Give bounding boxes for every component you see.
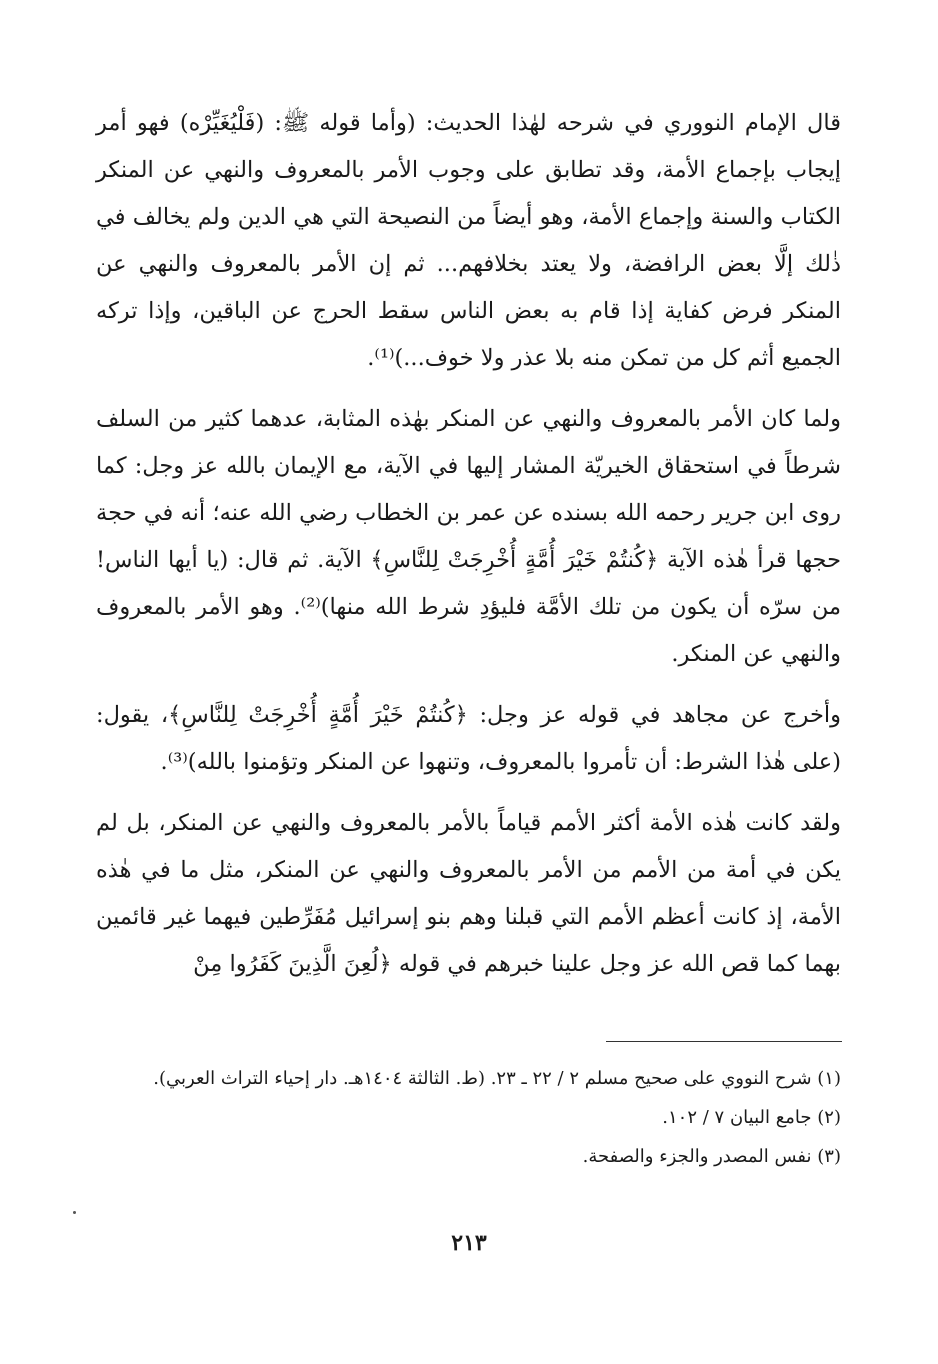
paragraph-text: ولما كان الأمر بالمعروف والنهي عن المنكر بهٰذه المثابة، عدهما كثير من السلف شرطاً في استحقاق الخيريّة المشار إليها في الآية، مع الإيمان بالله عز وجل: كما روى ابن جرير رحمه الله بسنده عن عمر بن الخطاب رضي الله عنه؛ أنه في حجة حجها قرأ هٰذه الآية ﴿كُنتُمْ خَيْرَ أُمَّةٍ أُخْرِجَتْ لِلنَّاسِ﴾ الآية. ثم قال: (يا أيها الناس! من سرّه أن يكون من تلك الأمَّة فليؤدِ شرط الله منها)⁽²⁾. وهو الأمر بالمعروف والنهي عن المنكر. bbox=[96, 406, 841, 667]
footnote-2: (٢) جامع البيان ٧ / ١٠٢. bbox=[662, 1107, 841, 1128]
footnote-1: (١) شرح النووي على صحيح مسلم ٢ / ٢٢ ـ ٢٣. (ط. الثالثة ١٤٠٤هـ. دار إحياء التراث العربي). bbox=[153, 1068, 841, 1089]
paragraph-condition bbox=[96, 396, 841, 678]
paragraph-nation bbox=[96, 800, 841, 988]
paragraph-text: قال الإمام النووري في شرحه لهٰذا الحديث: (وأما قوله ﷺ: (فَلْيُغَيِّرْه) فهو أمر إيجاب بإجماع الأمة، وقد تطابق على وجوب الأمر بالمعروف والنهي عن المنكر الكتاب والسنة وإجماع الأمة، وهو أيضاً من النصيحة التي هي الدين ولم يخالف في ذٰلك إلَّا بعض الرافضة، ولا يعتد بخلافهم... ثم إن الأمر بالمعروف والنهي عن المنكر فرض كفاية إذا قام به بعض الناس سقط الحرج عن الباقين، وإذا تركه الجميع أثم كل من تمكن منه بلا عذر ولا خوف...)⁽¹⁾. bbox=[96, 110, 841, 371]
footnote-3: (٣) نفس المصدر والجزء والصفحة. bbox=[582, 1146, 841, 1167]
paragraph-nawawi bbox=[96, 100, 841, 382]
footnote-divider bbox=[606, 1041, 842, 1042]
page-number: ٢١٣ bbox=[451, 1230, 487, 1256]
paragraph-text: وأخرج عن مجاهد في قوله عز وجل: ﴿كُنتُمْ خَيْرَ أُمَّةٍ أُخْرِجَتْ لِلنَّاسِ﴾، يقول: (على هٰذا الشرط: أن تأمروا بالمعروف، وتنهوا عن المنكر وتؤمنوا بالله)⁽³⁾. bbox=[96, 702, 841, 775]
footnotes bbox=[96, 1062, 841, 1179]
scan-speck bbox=[73, 1211, 76, 1214]
paragraph-text: ولقد كانت هٰذه الأمة أكثر الأمم قياماً بالأمر بالمعروف والنهي عن المنكر، بل لم يكن في أمة من الأمم من الأمر بالمعروف والنهي عن المنكر، مثل ما في هٰذه الأمة، إذ كانت أعظم الأمم التي قبلنا وهم بنو إسرائيل مُفَرِّطين فيهما غير قائمين بهما كما قص الله عز وجل علينا خبرهم في قوله ﴿لُعِنَ الَّذِينَ كَفَرُوا مِنْ bbox=[96, 810, 841, 977]
paragraph-mujahid bbox=[96, 692, 841, 786]
